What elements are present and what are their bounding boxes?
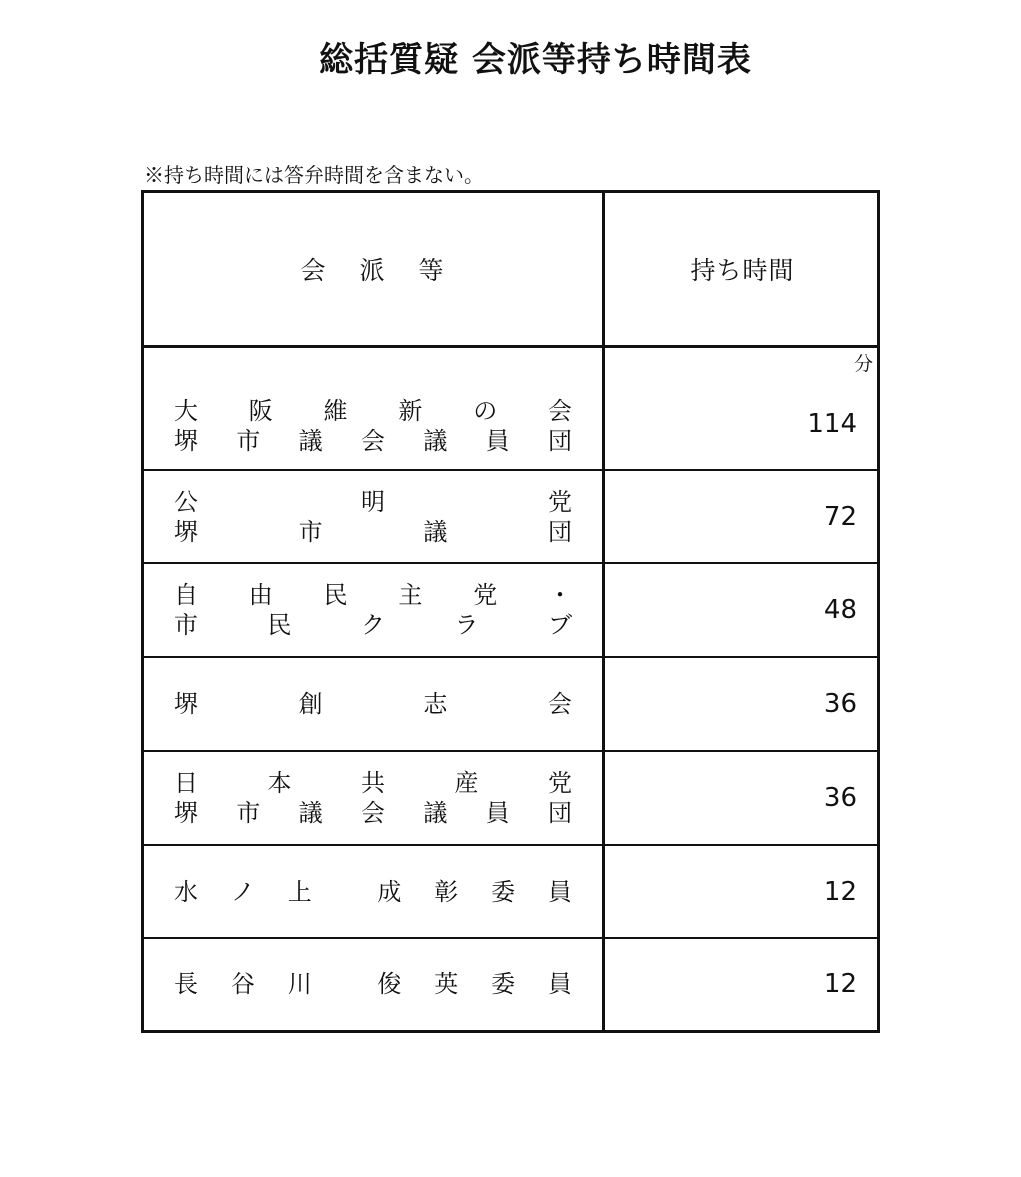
document-title: 総括質疑 会派等持ち時間表 bbox=[319, 40, 752, 80]
party-name-char: 議 bbox=[423, 517, 448, 546]
party-name-char: 会 bbox=[547, 690, 572, 718]
time-value: 48 bbox=[823, 595, 857, 625]
party-name-char: 彰 bbox=[434, 877, 459, 906]
party-name-char: 俊 bbox=[377, 970, 402, 998]
party-name-line bbox=[174, 517, 572, 547]
party-name-char: 議 bbox=[423, 799, 448, 827]
party-name-char: 日 bbox=[174, 769, 198, 797]
unit-label: 分 bbox=[853, 353, 873, 375]
party-name-char: 維 bbox=[323, 397, 348, 425]
party-name-char: 会 bbox=[547, 397, 572, 425]
party-name-char: 員 bbox=[485, 427, 510, 455]
party-name-char: 堺 bbox=[174, 799, 198, 827]
party-name-char: 由 bbox=[248, 581, 273, 609]
table-row bbox=[144, 751, 877, 845]
table-row bbox=[144, 348, 877, 470]
party-name-char: 委 bbox=[491, 877, 516, 906]
time-value: 114 bbox=[807, 409, 857, 439]
party-name-line bbox=[174, 580, 572, 610]
time-value: 36 bbox=[823, 783, 857, 813]
party-name-char: 主 bbox=[398, 581, 423, 609]
party-name-char: 市 bbox=[298, 517, 323, 546]
party-name-char: 民 bbox=[323, 581, 348, 609]
party-name-char: 明 bbox=[361, 487, 385, 516]
party-name-line bbox=[174, 689, 572, 719]
party-name-char: 市 bbox=[174, 611, 198, 639]
party-name-char: 団 bbox=[547, 799, 572, 827]
table-row bbox=[144, 470, 877, 563]
party-name-char: 団 bbox=[547, 427, 572, 455]
party-name-char: 新 bbox=[398, 397, 423, 425]
party-name-cell bbox=[174, 396, 572, 456]
header-party: 会 派 等 bbox=[300, 256, 446, 285]
party-name-char: 党 bbox=[548, 487, 572, 516]
party-name-char: 堺 bbox=[174, 517, 198, 546]
party-name-char: 堺 bbox=[174, 427, 198, 455]
party-name-char: 長 bbox=[174, 970, 198, 998]
party-name-cell bbox=[174, 768, 572, 828]
time-value: 72 bbox=[823, 501, 857, 532]
table-row bbox=[144, 563, 877, 657]
party-name-line bbox=[174, 396, 572, 426]
party-name-char: 水 bbox=[174, 877, 198, 906]
party-name-char: 志 bbox=[423, 690, 448, 718]
party-name-char: 共 bbox=[361, 769, 385, 797]
party-name-char: 党 bbox=[473, 581, 498, 609]
party-name-char: 成 bbox=[377, 877, 402, 906]
note-text: ※持ち時間には答弁時間を含まない。 bbox=[144, 163, 484, 187]
party-name-char: 創 bbox=[298, 690, 323, 718]
table-row bbox=[144, 657, 877, 751]
party-name-char: 本 bbox=[267, 769, 292, 797]
party-name-char: 上 bbox=[287, 877, 312, 906]
party-name-char: 議 bbox=[298, 799, 323, 827]
party-name-line bbox=[174, 610, 572, 640]
party-name-char: 市 bbox=[236, 427, 261, 455]
party-name-char: 産 bbox=[454, 769, 479, 797]
party-name-char: 公 bbox=[174, 487, 198, 516]
party-name-char: 員 bbox=[547, 877, 572, 906]
party-name-line bbox=[174, 426, 572, 456]
party-name-char: 自 bbox=[174, 581, 198, 609]
party-name-line bbox=[174, 877, 572, 907]
party-name-char: 議 bbox=[298, 427, 323, 455]
party-name-char: 員 bbox=[547, 970, 572, 998]
party-name-char: 川 bbox=[287, 970, 312, 998]
party-name-char: 英 bbox=[434, 970, 459, 998]
party-name-char: 阪 bbox=[248, 397, 273, 425]
party-name-char: の bbox=[473, 397, 498, 425]
party-name-char: 員 bbox=[485, 799, 510, 827]
party-name-line bbox=[174, 487, 572, 517]
party-name-cell bbox=[174, 487, 572, 547]
party-name-char: ノ bbox=[230, 877, 255, 906]
time-value: 12 bbox=[823, 876, 857, 907]
party-name-char: 党 bbox=[548, 769, 572, 797]
party-name-cell bbox=[174, 689, 572, 719]
party-name-char: 委 bbox=[491, 970, 516, 998]
party-name-char: 堺 bbox=[174, 690, 198, 718]
party-name-char: 大 bbox=[174, 397, 198, 425]
party-name-char: 民 bbox=[267, 611, 292, 639]
party-name-char: 市 bbox=[236, 799, 261, 827]
party-name-cell bbox=[174, 580, 572, 640]
party-name-char: 団 bbox=[547, 517, 572, 546]
party-name-char: ・ bbox=[547, 581, 572, 609]
time-value: 36 bbox=[823, 689, 857, 719]
party-name-line bbox=[174, 768, 572, 798]
party-name-char: ブ bbox=[548, 611, 572, 639]
party-name-cell bbox=[174, 877, 572, 907]
allocation-table bbox=[141, 190, 880, 1033]
header-time: 持ち時間 bbox=[690, 256, 795, 285]
table-row bbox=[144, 845, 877, 938]
party-name-cell bbox=[174, 969, 572, 999]
party-name-char: 谷 bbox=[230, 970, 255, 998]
table-row bbox=[144, 938, 877, 1030]
time-value: 12 bbox=[823, 969, 857, 999]
party-name-char: ク bbox=[361, 611, 385, 639]
party-name-char: ラ bbox=[454, 611, 479, 639]
party-name-char: 議 bbox=[423, 427, 448, 455]
party-name-char: 会 bbox=[360, 799, 385, 827]
party-name-char: 会 bbox=[360, 427, 385, 455]
party-name-line bbox=[174, 969, 572, 999]
party-name-line bbox=[174, 798, 572, 828]
